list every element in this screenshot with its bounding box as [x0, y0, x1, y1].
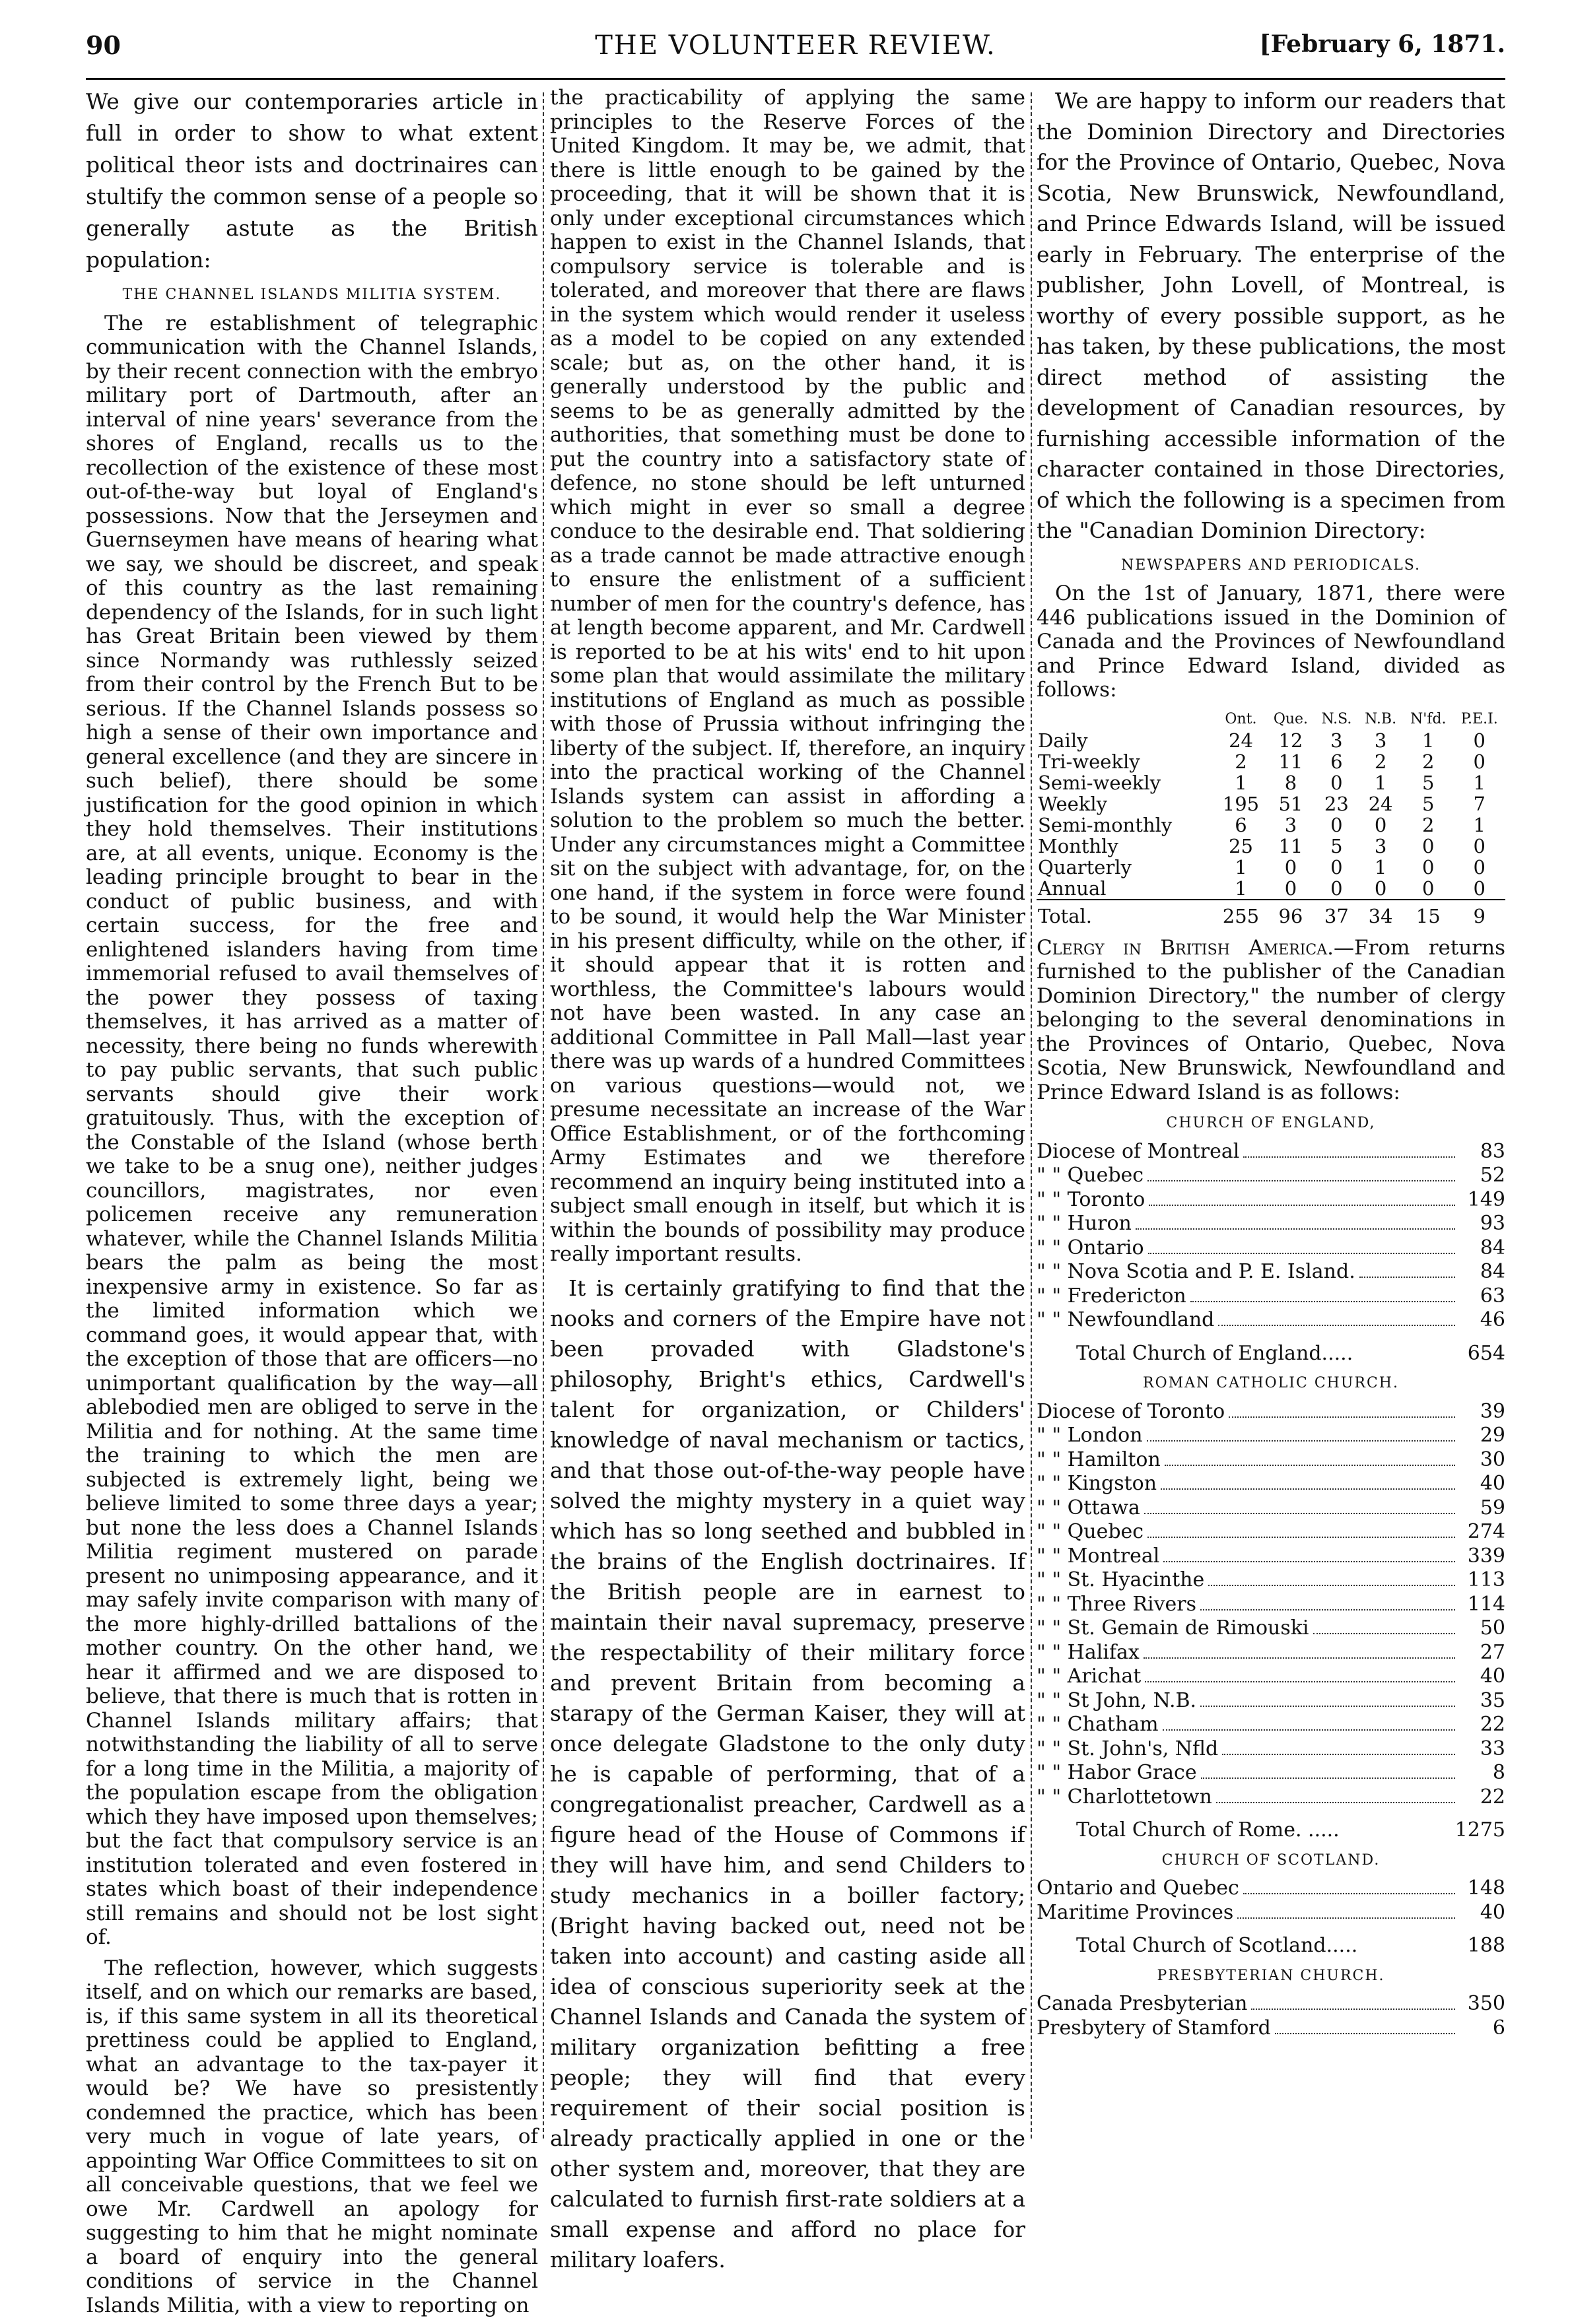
list-item — [1037, 2016, 1505, 2041]
scotland-total — [1037, 1934, 1505, 1958]
table-row — [1037, 878, 1505, 900]
list-item — [1037, 1188, 1505, 1212]
list-item-label: " " Quebec — [1037, 1164, 1144, 1187]
dot-leader — [1144, 1657, 1455, 1659]
list-item-value: 6 — [1492, 2016, 1505, 2040]
table-total-row — [1037, 900, 1505, 927]
table-cell: 1 — [1374, 855, 1387, 879]
list-item-value: 52 — [1480, 1164, 1505, 1187]
list-item-value: 40 — [1480, 1900, 1505, 1924]
list-item — [1037, 1236, 1505, 1261]
table-cell: 0 — [1473, 834, 1486, 857]
table-cell: 1 — [1235, 855, 1247, 879]
list-item — [1037, 1737, 1505, 1762]
table-cell: 1 — [1235, 877, 1247, 900]
list-item-label: " " St. John's, Nfld — [1037, 1737, 1219, 1760]
table-row — [1037, 730, 1505, 751]
table-row — [1037, 772, 1505, 793]
table-header-cell: Ont. — [1225, 710, 1257, 727]
list-item — [1037, 1616, 1505, 1641]
newspapers-heading: NEWSPAPERS AND PERIODICALS. — [1120, 556, 1421, 574]
dot-leader — [1163, 1729, 1455, 1731]
list-item-label: Diocese of Toronto — [1037, 1399, 1225, 1423]
table-cell: 3 — [1374, 729, 1387, 752]
table-cell: 7 — [1473, 792, 1486, 815]
total-value: 1275 — [1454, 1818, 1505, 1842]
table-row — [1037, 751, 1505, 772]
list-item-label: " " Montreal — [1037, 1544, 1160, 1568]
list-item-value: 30 — [1480, 1447, 1505, 1471]
table-row — [1037, 793, 1505, 814]
roman-catholic-list — [1037, 1400, 1505, 1810]
list-item-label: " " Habor Grace — [1037, 1761, 1197, 1785]
table-cell: 3 — [1284, 813, 1297, 836]
table-cell: 0 — [1330, 813, 1343, 836]
newspapers-paragraph: On the 1st of January, 1871, there were 446 publications issued in the Dominion of Canada and the Provinces of Newfoundland and Prince Edward Island, divided as follows: — [1037, 581, 1505, 702]
table-cell: 2 — [1374, 750, 1387, 773]
list-item-label: " " Arichat — [1037, 1665, 1142, 1688]
table-header-cell: P.E.I. — [1460, 710, 1498, 727]
table-cell: 0 — [1473, 877, 1486, 900]
dot-leader — [1222, 1754, 1455, 1755]
list-item — [1037, 1992, 1505, 2016]
table-cell: 1 — [1374, 771, 1387, 794]
list-item-value: 27 — [1480, 1640, 1505, 1664]
list-item — [1037, 1140, 1505, 1164]
list-item-value: 50 — [1480, 1616, 1505, 1640]
table-cell: 0 — [1330, 877, 1343, 900]
total-cell: 34 — [1358, 900, 1403, 927]
column-right — [1037, 86, 1505, 2040]
dot-leader — [1216, 1802, 1455, 1803]
table-cell: 5 — [1422, 792, 1435, 815]
list-item — [1037, 1400, 1505, 1424]
table-header-cell — [1037, 709, 1215, 730]
table-header-cell: N.S. — [1321, 710, 1352, 727]
list-item — [1037, 1901, 1505, 1925]
list-item-label: " " Ottawa — [1037, 1496, 1140, 1519]
dot-leader — [1200, 1706, 1455, 1707]
column-divider — [543, 92, 544, 2139]
issue-date: [February 6, 1871. — [1259, 30, 1505, 58]
table-cell: 12 — [1278, 729, 1303, 752]
list-item-label: " " Chatham — [1037, 1713, 1159, 1737]
total-value: 188 — [1467, 1934, 1505, 1958]
table-cell: 3 — [1330, 729, 1343, 752]
row-label: Weekly — [1038, 792, 1107, 815]
dot-leader — [1313, 1633, 1455, 1634]
list-item — [1037, 1568, 1505, 1593]
list-item-label: " " Huron — [1037, 1212, 1132, 1236]
list-item-label: " " Quebec — [1037, 1520, 1144, 1544]
total-label: Total Church of England..... — [1076, 1341, 1353, 1365]
table-row — [1037, 836, 1505, 857]
section-heading: THE CHANNEL ISLANDS MILITIA SYSTEM. — [122, 286, 502, 303]
list-item-label: Canada Presbyterian — [1037, 1992, 1248, 2016]
table-cell: 1 — [1473, 771, 1486, 794]
table-cell: 1 — [1473, 813, 1486, 836]
table-cell: 11 — [1278, 834, 1303, 857]
page-number: 90 — [86, 30, 121, 60]
dot-leader — [1148, 1253, 1455, 1254]
table-cell: 3 — [1374, 834, 1387, 857]
list-item-value: 22 — [1480, 1785, 1505, 1809]
list-item-label: " " St. Hyacinthe — [1037, 1568, 1205, 1592]
list-item-label: " " Nova Scotia and P. E. Island. — [1037, 1260, 1355, 1284]
list-item-value: 46 — [1480, 1308, 1505, 1332]
list-item-label: " " London — [1037, 1424, 1143, 1447]
list-item-value: 339 — [1467, 1544, 1505, 1568]
page-header — [86, 30, 1505, 70]
dot-leader — [1275, 2033, 1455, 2034]
dot-leader — [1165, 1465, 1455, 1466]
dot-leader — [1208, 1585, 1455, 1586]
list-item-value: 8 — [1492, 1761, 1505, 1785]
clergy-lead: Clergy in British America. — [1037, 935, 1334, 960]
list-item-value: 83 — [1480, 1139, 1505, 1163]
table-cell: 23 — [1324, 792, 1349, 815]
list-item-value: 274 — [1467, 1520, 1505, 1544]
list-item-label: Ontario and Quebec — [1037, 1876, 1239, 1900]
header-rule — [86, 78, 1505, 80]
total-label: Total. — [1037, 900, 1215, 927]
list-item — [1037, 1472, 1505, 1496]
presbyterian-heading: PRESBYTERIAN CHURCH. — [1157, 1967, 1385, 1984]
list-item-value: 35 — [1480, 1688, 1505, 1712]
table-cell: 0 — [1473, 750, 1486, 773]
list-item-value: 84 — [1480, 1236, 1505, 1259]
list-item-value: 350 — [1467, 1992, 1505, 2016]
list-item — [1037, 1284, 1505, 1309]
total-cell: 9 — [1453, 900, 1505, 927]
table-row — [1037, 814, 1505, 836]
list-item-label: " " Ontario — [1037, 1236, 1144, 1259]
list-item-label: Diocese of Montreal — [1037, 1139, 1240, 1163]
intro-paragraph: We give our contemporaries article in full in order to show to what extent political theor ists and doctrinaires can stultify the common sense of a people so generally astute as the British population: — [86, 88, 538, 273]
list-item-value: 33 — [1480, 1737, 1505, 1760]
table-cell: 0 — [1422, 834, 1435, 857]
church-of-scotland-list — [1037, 1876, 1505, 1925]
list-item — [1037, 1520, 1505, 1544]
table-header-cell: Que. — [1273, 710, 1309, 727]
list-item — [1037, 1448, 1505, 1473]
dot-leader — [1144, 1513, 1455, 1514]
list-item-value: 40 — [1480, 1472, 1505, 1496]
list-item — [1037, 1212, 1505, 1236]
table-cell: 0 — [1473, 855, 1486, 879]
row-label: Quarterly — [1038, 855, 1132, 879]
england-total — [1037, 1342, 1505, 1366]
article-paragraph: The reflection, however, which suggests itself, and on which our remarks are based, is, if this same system in all its theoretical prettiness could be applied to England, what an advantage to the tax-payer it would be? We have so presistently condemned the practice, which has been very much in vogue of late years, of appointing War Office Committees to sit on all conceivable questions, that we feel we owe Mr. Cardwell an apology for suggesting to him that he might nominate a board of enquiry into the general conditions of service in the Channel Islands Militia, with a view to reporting on — [86, 1956, 538, 2317]
list-item — [1037, 1308, 1505, 1333]
list-item-value: 149 — [1467, 1187, 1505, 1211]
column-divider — [1031, 92, 1032, 2139]
total-label: Total Church of Scotland..... — [1076, 1934, 1358, 1958]
table-cell: 0 — [1284, 877, 1297, 900]
list-item — [1037, 1496, 1505, 1521]
table-cell: 8 — [1284, 771, 1297, 794]
list-item — [1037, 1761, 1505, 1785]
table-cell: 2 — [1235, 750, 1247, 773]
table-cell: 0 — [1422, 877, 1435, 900]
clergy-paragraph — [1037, 936, 1505, 1105]
column-middle — [550, 86, 1025, 2282]
list-item-value: 59 — [1480, 1496, 1505, 1519]
article-paragraph: The re establishment of telegraphic communication with the Channel Islands, by their recent connection with the embryo military port of Dartmouth, after an interval of nine years' severance from the shores of England, recalls us to the recollection of the existence of these most out-of-the-way but loyal of England's possessions. Now that the Jerseymen and Guernseymen have means of hearing what we say, we should be discreet, and speak of this country as the last remaining dependency of the Islands, for in such light has Great Britain been viewed by them since Normandy was ruthlessly seized from their control by the French But to be serious. If the Channel Islands possess so high a sense of their own importance and general excellence (and they are sincere in such belief), there should be some justification for the good opinion in which they hold themselves. Their institutions are, at all events, unique. Economy is the leading principle brought to bear in the conduct of public business, and with certain success, for the free and enlightened islanders having from time immemorial refused to avail themselves of the power they possess of taxing themselves, it has arrived as a matter of necessity, there being no funds wherewith to pay public servants, that such public servants should give their work gratuitously. Thus, with the exception of the Constable of the Island (whose berth we take to be a snug one), neither judges councillors, magistrates, nor even policemen receive any remuneration whatever, while the Channel Islands Militia bears the palm as being the most inexpensive army in existence. So far as the limited information which we command goes, it would appear that, with the exception of those that are officers—no unimportant qualification by the way—all ablebodied men are obliged to serve in the Militia and for nothing. At the same time the training to which the men are subjected is extremely light, being we believe limited to some three days a year; but none the less does a Channel Islands Militia regiment mustered on parade present no unimposing appearance, and it may safely invite comparison with many of the more highly-drilled battalions of the mother country. On the other hand, we hear it affirmed and we are disposed to believe, that there is much that is rotten in Channel Islands military affairs; that notwithstanding the liability of all to serve for a long time in the Militia, a majority of the population escape from the obligation which they have imposed upon themselves; but the fact that compulsory service is an institution tolerated and even fostered in states which boast of their independence still remains and should not be lost sight of. — [86, 311, 538, 1950]
table-cell: 0 — [1422, 855, 1435, 879]
row-label: Semi-monthly — [1038, 813, 1173, 836]
list-item-label: " " Halifax — [1037, 1640, 1140, 1664]
dot-leader — [1243, 1893, 1455, 1894]
table-cell: 25 — [1229, 834, 1253, 857]
list-item-value: 63 — [1480, 1284, 1505, 1308]
dot-leader — [1136, 1228, 1455, 1230]
article-paragraph: the practicability of applying the same principles to the Reserve Forces of the United Kingdom. It may be, we admit, that there is little enough to be gained by the proceeding, that it will be shown that it is only under exceptional circumstances which happen to exist in the Channel Islands, that compulsory service is tolerable and is tolerated, and moreover that there are flaws in the system which would render it useless as a model to be copied on any extended scale; but as, on the other hand, it is generally understood by the public and seems to be as generally admitted by the authorities, that something must be done to put the country into a satisfactory state of defence, no stone should be left unturned which might in ever so small a degree conduce to the desirable end. That soldiering as a trade cannot be made attractive enough to ensure the enlistment of a sufficient number of men for the country's defence, has at length become apparent, and Mr. Cardwell is reported to be at his wits' end to hit upon some plan that would assimilate the military institutions of England as much as possible with those of Prussia without infringing the liberty of the subject. If, therefore, an inquiry into the practical working of the Channel Islands system can assist in affording a solution to the problem so much the better. Under any circumstances might a Committee sit on the subject with advantage, for, on the one hand, if the system in force were found to be sound, it would help the War Minister in his present difficulty, while on the other, if it should appear that it is rotten and worthless, the Committee's labours would not have been wasted. In any case an additional Committee in Pall Mall—last year there was up wards of a hundred Committees on various questions—would not, we presume necessitate an increase of the War Office Establishment, or of the forthcoming Army Estimates and we therefore recommend an inquiry being instituted into a subject small enough in itself, but which it is within the bounds of possibility may produce really important results. — [550, 86, 1025, 1266]
table-cell: 195 — [1222, 792, 1260, 815]
table-cell: 5 — [1330, 834, 1343, 857]
table-header-row — [1037, 709, 1505, 730]
list-item-value: 84 — [1480, 1260, 1505, 1284]
list-item-label: Presbytery of Stamford — [1037, 2016, 1271, 2040]
row-label: Annual — [1038, 877, 1107, 900]
dot-leader — [1149, 1205, 1455, 1206]
table-cell: 2 — [1422, 750, 1435, 773]
list-item-value: 93 — [1480, 1212, 1505, 1236]
list-item — [1037, 1260, 1505, 1284]
list-item-label: " " St. Gemain de Rimouski — [1037, 1616, 1309, 1640]
presbyterian-list — [1037, 1992, 1505, 2040]
table-cell: 0 — [1330, 771, 1343, 794]
list-item — [1037, 1689, 1505, 1713]
table-row — [1037, 857, 1505, 878]
table-cell: 6 — [1235, 813, 1247, 836]
list-item-label: " " Fredericton — [1037, 1284, 1186, 1308]
list-item-value: 148 — [1467, 1876, 1505, 1900]
list-item — [1037, 1665, 1505, 1689]
table-header-cell: N.B. — [1365, 710, 1397, 727]
dot-leader — [1147, 1537, 1455, 1538]
table-cell: 0 — [1473, 729, 1486, 752]
column-left — [86, 86, 538, 2324]
table-cell: 0 — [1374, 877, 1387, 900]
total-label: Total Church of Rome. ..... — [1076, 1818, 1340, 1842]
roman-catholic-heading: ROMAN CATHOLIC CHURCH. — [1143, 1375, 1399, 1392]
article-paragraph: It is certainly gratifying to find that the nooks and corners of the Empire have not been provaded with Gladstone's philosophy, Bright's ethics, Cardwell's talent for organization, or Childers' knowledge of naval mechanism or tactics, and that those out-of-the-way people have solved the mighty mystery in a quiet way which has so long seethed and bubbled in the brains of the English doctrinaires. If the British people are in earnest to maintain their naval supremacy, preserve the respectability of their military force and prevent Britain from becoming a starapy of the German Kaiser, they will at once delegate Gladstone to the only duty he is capable of performing, that of a congregationalist preacher, Cardwell as a figure head of the House of Commons if they will have him, and send Childers to study mechanics in a boiller factory; (Bright having backed out, need not be taken into account) and casting aside all idea of conscious superiority seek at the Channel Islands and Canada the system of military organization befitting a free people; they will find that every requirement of their social position is already practically applied in one or the other system and, moreover, that they are calculated to furnish first-rate soldiers at a small expense and afford no place for military loafers. — [550, 1275, 1025, 2273]
list-item-label: " " St John, N.B. — [1037, 1688, 1197, 1712]
list-item-label: " " Kingston — [1037, 1472, 1157, 1496]
table-cell: 24 — [1229, 729, 1253, 752]
list-item-value: 40 — [1480, 1665, 1505, 1688]
table-header-cell: N'fd. — [1410, 710, 1447, 727]
table-cell: 1 — [1422, 729, 1435, 752]
dot-leader — [1147, 1180, 1455, 1181]
church-of-scotland-heading: CHURCH OF SCOTLAND. — [1161, 1851, 1381, 1869]
list-item — [1037, 1164, 1505, 1188]
total-cell: 96 — [1266, 900, 1315, 927]
table-cell: 1 — [1235, 771, 1247, 794]
row-label: Daily — [1038, 729, 1088, 752]
directory-notice: We are happy to inform our readers that the Dominion Directory and Directories for the Province of Ontario, Quebec, Nova Scotia, New Brunswick, Newfoundland, and Prince Edwards Island, will be issued early in February. The enterprise of the publisher, John Lovell, of Montreal, is worthy of every possible support, as he has taken, by these publications, the most direct method of assisting the development of Canadian resources, by furnishing accessible information of the character contained in those Directories, of which the following is a specimen from the "Canadian Dominion Directory: — [1037, 88, 1505, 543]
dot-leader — [1237, 1917, 1455, 1919]
list-item-label: " " Charlottetown — [1037, 1785, 1212, 1809]
dot-leader — [1359, 1277, 1455, 1278]
row-label: Monthly — [1038, 834, 1118, 857]
list-item-value: 114 — [1467, 1592, 1505, 1616]
dot-leader — [1229, 1416, 1455, 1418]
rome-total — [1037, 1818, 1505, 1843]
list-item — [1037, 1876, 1505, 1901]
dot-leader — [1251, 2009, 1455, 2010]
total-value: 654 — [1467, 1341, 1505, 1365]
dot-leader — [1161, 1488, 1455, 1490]
total-cell: 15 — [1403, 900, 1453, 927]
dot-leader — [1200, 1609, 1455, 1610]
list-item — [1037, 1641, 1505, 1665]
church-of-england-list — [1037, 1140, 1505, 1333]
publications-table — [1037, 709, 1505, 927]
list-item-label: " " Hamilton — [1037, 1447, 1161, 1471]
list-item-value: 113 — [1467, 1568, 1505, 1592]
list-item — [1037, 1785, 1505, 1810]
total-cell: 37 — [1315, 900, 1358, 927]
table-cell: 0 — [1374, 813, 1387, 836]
list-item — [1037, 1593, 1505, 1617]
masthead-title: THE VOLUNTEER REVIEW. — [595, 30, 996, 61]
dot-leader — [1147, 1440, 1455, 1442]
dot-leader — [1190, 1301, 1455, 1302]
dot-leader — [1243, 1156, 1455, 1158]
clergy-text: —From returns furnished to the publisher of the Canadian Dominion Directory," the number of clergy belonging to the several denominations in the Provinces of Ontario, Quebec, Nova Scotia, New Brunswick, Newfoundland and Prince Edward Island is as follows: — [1037, 935, 1505, 1104]
table-cell: 0 — [1284, 855, 1297, 879]
dot-leader — [1218, 1325, 1455, 1326]
total-cell: 255 — [1215, 900, 1267, 927]
table-cell: 6 — [1330, 750, 1343, 773]
dot-leader — [1145, 1681, 1455, 1682]
list-item — [1037, 1544, 1505, 1569]
table-cell: 51 — [1278, 792, 1303, 815]
table-cell: 11 — [1278, 750, 1303, 773]
list-item — [1037, 1713, 1505, 1737]
table-cell: 2 — [1422, 813, 1435, 836]
list-item-value: 29 — [1480, 1424, 1505, 1447]
dot-leader — [1163, 1561, 1455, 1562]
list-item — [1037, 1424, 1505, 1448]
table-cell: 24 — [1368, 792, 1393, 815]
list-item-value: 22 — [1480, 1713, 1505, 1737]
list-item-label: " " Toronto — [1037, 1187, 1145, 1211]
church-of-england-heading: CHURCH OF ENGLAND, — [1166, 1115, 1376, 1132]
row-label: Semi-weekly — [1038, 771, 1161, 794]
dot-leader — [1201, 1777, 1455, 1779]
row-label: Tri-weekly — [1038, 750, 1140, 773]
list-item-label: " " Newfoundland — [1037, 1308, 1215, 1332]
table-cell: 5 — [1422, 771, 1435, 794]
list-item-value: 39 — [1480, 1399, 1505, 1423]
list-item-label: " " Three Rivers — [1037, 1592, 1197, 1616]
list-item-label: Maritime Provinces — [1037, 1900, 1234, 1924]
table-cell: 0 — [1330, 855, 1343, 879]
